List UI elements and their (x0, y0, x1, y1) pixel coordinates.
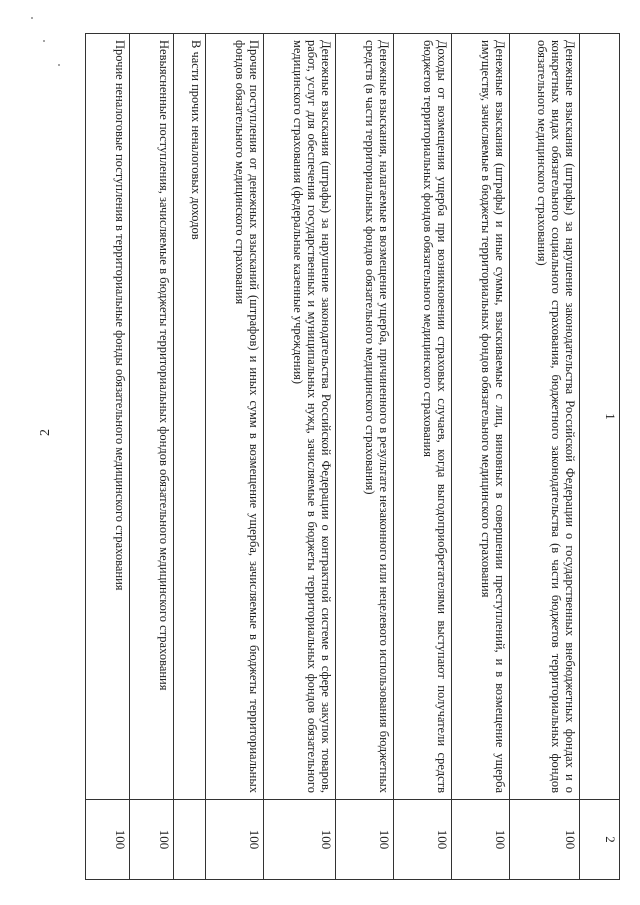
row-description: Невыясненные поступления, зачисляемые в бюджеты территориальных фондов обязательного медицинского страхования (130, 34, 174, 800)
row-description: Денежные взыскания (штрафы) и иные суммы, взыскиваемые с лиц, виновных в совершении преступлений, и в возмещение ущерба имуществу, зачисляемые в бюджеты территориальных фондов обязательного медицинского страхования (452, 34, 510, 800)
row-value (174, 800, 206, 880)
row-description: Прочие неналоговые поступления в территориальные фонды обязательного медицинского страхования (86, 34, 130, 800)
row-description: Денежные взыскания (штрафы) за нарушение законодательства Российской Федерации о контрактной системе в сфере закупок товаров, работ, услуг для обеспечения государственных и муниципальных нужд, зачисляемые в бюджеты территориальных фондов обязательного медицинского страхования (федеральные казенные учреждения) (264, 34, 336, 800)
table-row (452, 34, 510, 880)
table-row (86, 34, 130, 880)
row-value: 100 (394, 800, 452, 880)
row-description: Денежные взыскания, налагаемые в возмещение ущерба, причиненного в результате незаконного или нецелевого использования бюджетных средств (в части территориальных фондов обязательного медицинского страхования) (336, 34, 394, 800)
row-value: 100 (336, 800, 394, 880)
row-description: Денежные взыскания (штрафы) за нарушение законодательства Российской Федерации о государственных внебюджетных фондах и о конкретных видах обязательного социального страхования, бюджетного законодательства (в части бюджетов территориальных фондов обязательного медицинского страхования) (510, 34, 580, 800)
row-value: 100 (264, 800, 336, 880)
row-value: 100 (86, 800, 130, 880)
row-description: Прочие поступления от денежных взысканий (штрафов) и иных сумм в возмещение ущерба, зачисляемые в бюджеты территориальных фондов обязательного медицинского страхования (206, 34, 264, 800)
column-header-value: 2 (580, 800, 620, 880)
table-row (394, 34, 452, 880)
column-header-description: 1 (580, 34, 620, 800)
income-table (85, 33, 620, 880)
row-description: Доходы от возмещения ущерба при возникновении страховых случаев, когда выгодоприобретателями выступают получатели средств бюджетов территориальных фондов обязательного медицинского страхования (394, 34, 452, 800)
table-row (130, 34, 174, 880)
table-row (336, 34, 394, 880)
table-row (510, 34, 580, 880)
table-header-row (580, 34, 620, 880)
row-description: В части прочих неналоговых доходов (174, 34, 206, 800)
table-row (174, 34, 206, 880)
scan-speck (43, 40, 45, 42)
row-value: 100 (206, 800, 264, 880)
row-value: 100 (452, 800, 510, 880)
table-row (264, 34, 336, 880)
scan-speck (58, 64, 60, 66)
scan-speck (31, 17, 33, 19)
row-value: 100 (130, 800, 174, 880)
row-value: 100 (510, 800, 580, 880)
table-row (206, 34, 264, 880)
page-number: 2 (38, 429, 53, 436)
rotated-page-content (113, 33, 620, 850)
